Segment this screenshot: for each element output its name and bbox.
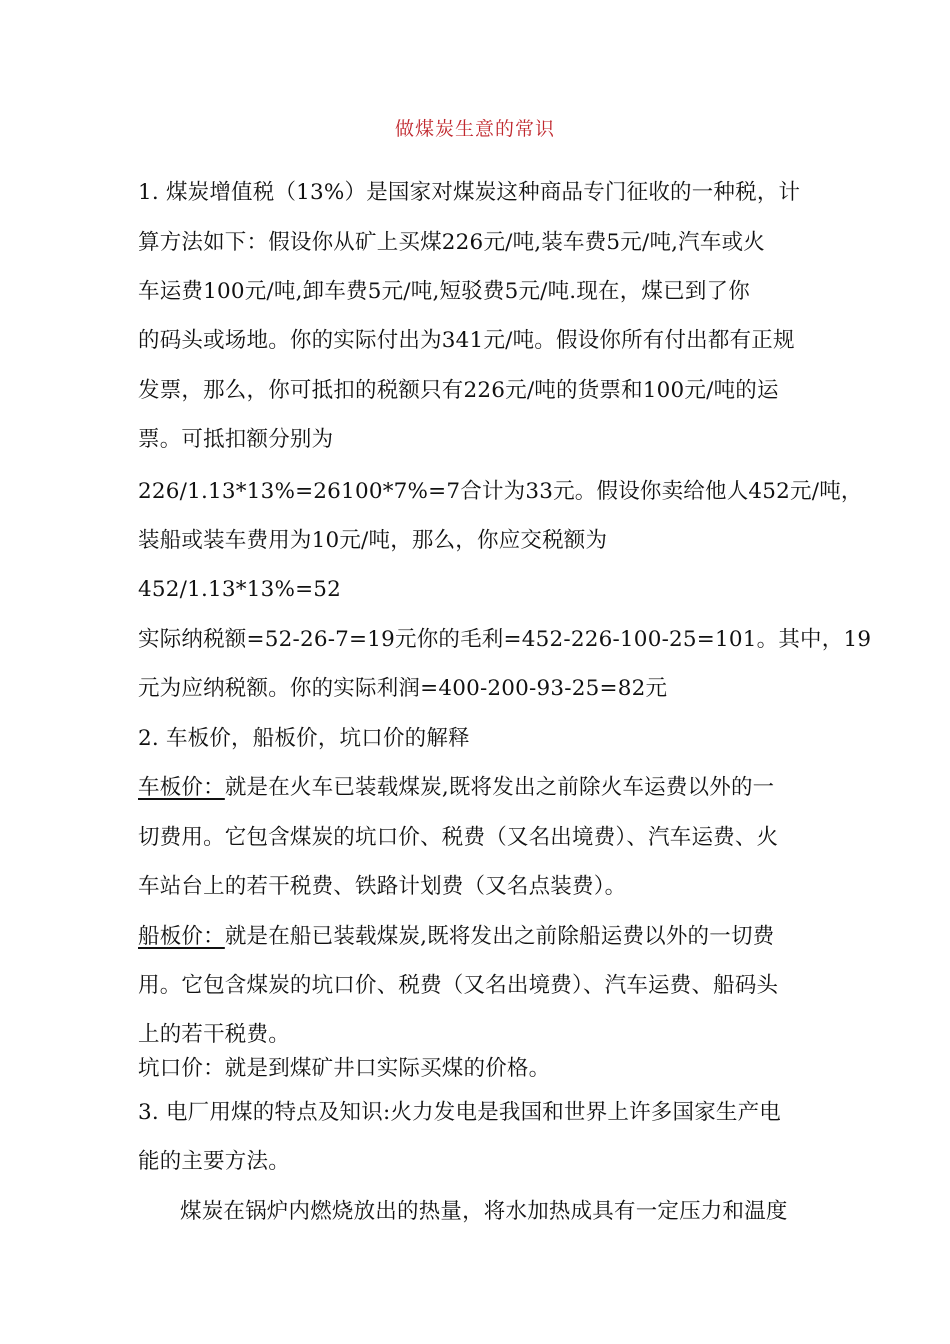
paragraph-line: 票。可抵扣额分别为 [138, 427, 334, 452]
section-heading: 2. 车板价，船板价，坑口价的解释 [138, 726, 470, 751]
paragraph-line: 实际纳税额=52-26-7=19元你的毛利=452-226-100-25=101。其中，19 [138, 627, 872, 652]
chuanbanjia-definition [138, 922, 828, 952]
formula-line: 452/1.13*13%=52 [138, 577, 342, 602]
chebanjia-definition [138, 773, 828, 803]
paragraph-line: 装船或装车费用为10元/吨，那么，你应交税额为 [138, 528, 608, 553]
paragraph-line: 切费用。它包含煤炭的坑口价、税费（又名出境费）、汽车运费、火 [138, 825, 779, 850]
paragraph-line: 煤炭在锅炉内燃烧放出的热量，将水加热成具有一定压力和温度 [180, 1199, 788, 1224]
chebanjia-term: 车板价： [138, 775, 225, 800]
paragraph-line: 车运费100元/吨,卸车费5元/吨,短驳费5元/吨.现在，煤已到了你 [138, 279, 750, 304]
document-title: 做煤炭生意的常识 [394, 118, 555, 140]
paragraph-line: 的码头或场地。你的实际付出为341元/吨。假设你所有付出都有正规 [138, 328, 795, 353]
formula-line: 226/1.13*13%=26100*7%=7合计为33元。假设你卖给他人452元/吨， [138, 479, 863, 504]
chuanbanjia-term: 船板价： [138, 924, 225, 949]
paragraph-line: 算方法如下：假设你从矿上买煤226元/吨,装车费5元/吨,汽车或火 [138, 230, 765, 255]
chuanbanjia-text: 就是在船已装载煤炭,既将发出之前除船运费以外的一切费 [224, 924, 775, 949]
paragraph-line: 车站台上的若干税费、铁路计划费（又名点装费）。 [138, 874, 627, 899]
kengkoujia-definition: 坑口价：就是到煤矿井口实际买煤的价格。 [138, 1056, 551, 1081]
paragraph-line: 1. 煤炭增值税（13%）是国家对煤炭这种商品专门征收的一种税，计 [138, 180, 801, 205]
paragraph-line: 上的若干税费。 [138, 1022, 290, 1047]
paragraph-line: 发票，那么，你可抵扣的税额只有226元/吨的货票和100元/吨的运 [138, 378, 779, 403]
paragraph-line: 元为应纳税额。你的实际利润=400-200-93-25=82元 [138, 676, 668, 701]
paragraph-line: 用。它包含煤炭的坑口价、税费（又名出境费）、汽车运费、船码头 [138, 973, 779, 998]
section-heading: 3. 电厂用煤的特点及知识:火力发电是我国和世界上许多国家生产电 [138, 1100, 781, 1125]
paragraph-line: 能的主要方法。 [138, 1149, 290, 1174]
chebanjia-text: 就是在火车已装载煤炭,既将发出之前除火车运费以外的一 [224, 775, 775, 800]
